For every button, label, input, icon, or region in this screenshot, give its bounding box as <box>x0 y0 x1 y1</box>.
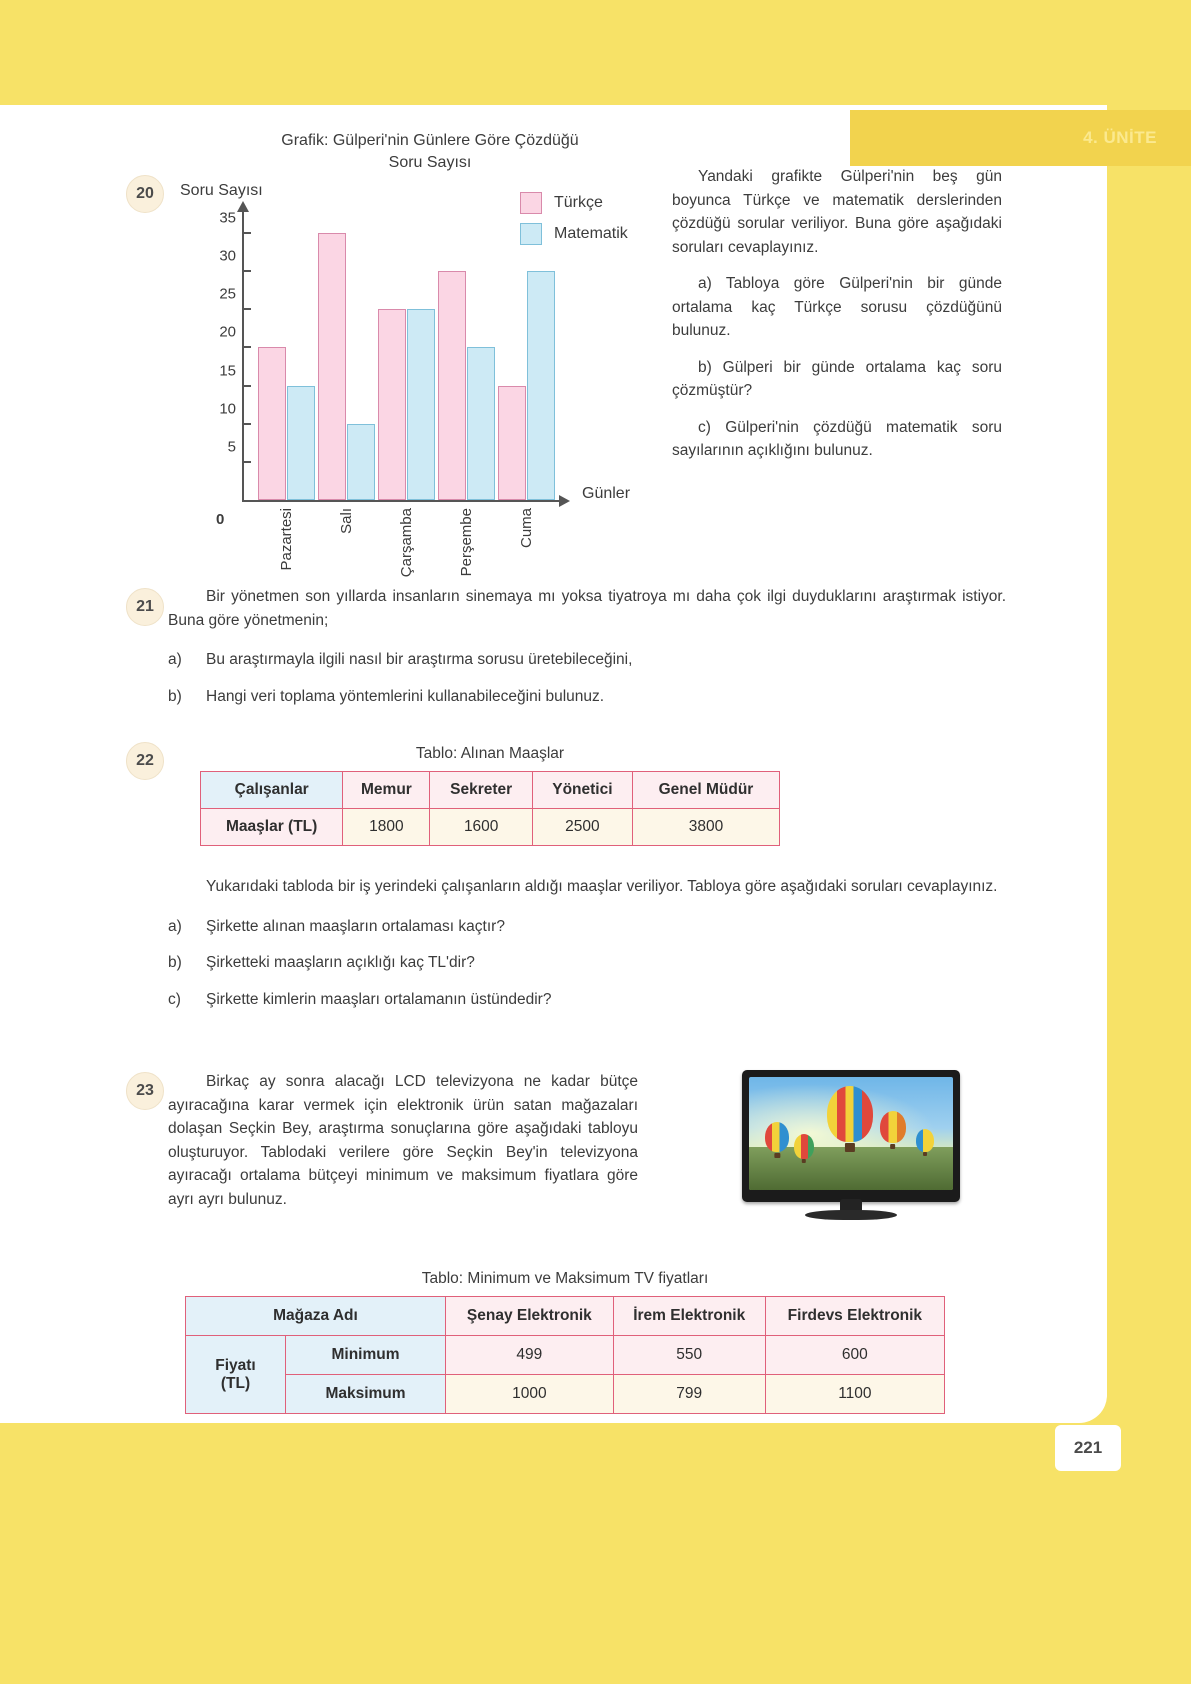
xtick-label-carsamba: Çarşamba <box>398 508 415 578</box>
ytick-label-20: 20 <box>219 323 236 341</box>
ytick-label-35: 35 <box>219 209 236 227</box>
question-23-text <box>168 1070 638 1211</box>
salary-value-memur: 1800 <box>343 809 430 846</box>
chart-plot-area <box>216 209 572 578</box>
bar-group-sali <box>318 210 378 534</box>
xtick-label-cuma: Cuma <box>518 508 535 549</box>
hot-air-balloon-icon <box>794 1134 814 1159</box>
list-item <box>168 988 1006 1012</box>
hot-air-balloon-icon <box>880 1111 906 1143</box>
table-row <box>201 809 780 846</box>
bar-turkce-carsamba <box>378 309 406 500</box>
chart-bars <box>244 210 560 578</box>
question-21 <box>168 585 1006 721</box>
salary-header-yonetici: Yönetici <box>532 772 632 809</box>
question-22-body <box>168 875 1006 1024</box>
bar-turkce-sali <box>318 233 346 500</box>
q22-item-a-mark: a) <box>168 917 182 935</box>
list-item <box>168 951 1006 975</box>
salary-value-sekreter: 1600 <box>430 809 532 846</box>
tv-min-senay: 499 <box>446 1336 614 1375</box>
list-item <box>168 915 1006 939</box>
bar-matematik-pazartesi <box>287 386 315 501</box>
legend-label-matematik: Matematik <box>554 225 628 242</box>
chart-title-line2: Soru Sayısı <box>388 153 472 171</box>
tv-table-caption: Tablo: Minimum ve Maksimum TV fiyatları <box>421 1270 709 1287</box>
tv-price-label <box>186 1336 286 1414</box>
list-item <box>168 648 1006 672</box>
tv-price-table-block <box>185 1270 945 1414</box>
chart-title <box>230 130 630 173</box>
tv-row-label-maksimum: Maksimum <box>286 1375 446 1414</box>
ytick-label-30: 30 <box>219 247 236 265</box>
bar-group-persembe <box>438 210 498 577</box>
tv-bezel <box>742 1070 960 1202</box>
ytick-label-5: 5 <box>227 438 236 456</box>
tv-header-magaza-adi: Mağaza Adı <box>186 1297 446 1336</box>
xtick-label-pazartesi: Pazartesi <box>278 508 295 571</box>
q21-item-a-text: Bu araştırmayla ilgili nasıl bir araştırma sorusu üretebileceğini, <box>206 651 633 669</box>
salary-table-block <box>200 745 780 846</box>
tv-price-table <box>185 1296 945 1414</box>
tv-min-firdevs: 600 <box>765 1336 944 1375</box>
lcd-tv-image <box>742 1070 960 1220</box>
hot-air-balloon-icon <box>916 1129 934 1152</box>
bar-matematik-carsamba <box>407 309 435 500</box>
tv-max-irem: 799 <box>613 1375 765 1414</box>
list-item <box>168 685 1006 709</box>
tv-row-label-minimum: Minimum <box>286 1336 446 1375</box>
q20-intro: Yandaki grafikte Gülperi'nin beş gün boyunca Türkçe ve matematik derslerinden çözdüğü sorular veriliyor. Buna göre aşağıdaki soruları cevaplayınız. <box>672 168 1002 256</box>
salary-table <box>200 771 780 846</box>
question-number-23: 23 <box>126 1072 164 1110</box>
bar-chart <box>170 130 670 578</box>
page-content <box>0 105 1107 1423</box>
salary-header-memur: Memur <box>343 772 430 809</box>
table-row <box>186 1375 945 1414</box>
q22-item-c-mark: c) <box>168 990 181 1008</box>
q21-item-b-mark: b) <box>168 687 182 705</box>
q21-item-a-mark: a) <box>168 651 182 669</box>
question-number-22: 22 <box>126 742 164 780</box>
tv-price-label-line1: Fiyatı <box>215 1356 256 1374</box>
q22-item-b-mark: b) <box>168 954 182 972</box>
question-number-20: 20 <box>126 175 164 213</box>
bar-group-cuma <box>498 210 558 549</box>
salary-table-caption: Tablo: Alınan Maaşlar <box>415 745 565 762</box>
q22-lead: Yukarıdaki tabloda bir iş yerindeki çalışanların aldığı maaşlar veriliyor. Tabloya göre aşağıdaki soruları cevaplayınız. <box>206 878 998 895</box>
q20-part-c: c) Gülperi'nin çözdüğü matematik soru sayılarının açıklığını bulunuz. <box>672 418 1002 460</box>
bar-turkce-pazartesi <box>258 347 286 500</box>
xtick-label-sali: Salı <box>338 508 355 534</box>
bar-group-carsamba <box>378 210 438 578</box>
chart-x-axis <box>242 500 560 502</box>
tv-stand-base <box>805 1210 897 1220</box>
salary-header-genel-mudur: Genel Müdür <box>632 772 779 809</box>
xtick-label-persembe: Perşembe <box>458 508 475 577</box>
table-row <box>186 1297 945 1336</box>
q21-lead: Bir yönetmen son yıllarda insanların sinemaya mı yoksa tiyatroya mı daha çok ilgi duyduklarını araştırmak istiyor. Buna göre yönetmenin; <box>168 588 1006 629</box>
ytick-label-15: 15 <box>219 362 236 379</box>
tv-header-irem: İrem Elektronik <box>613 1297 765 1336</box>
q20-part-a: a) Tabloya göre Gülperi'nin bir günde ortalama kaç Türkçe sorusu çözdüğünü bulunuz. <box>672 275 1002 340</box>
chart-x-axis-label: Günler <box>582 485 631 502</box>
bar-turkce-persembe <box>438 271 466 500</box>
q21-item-b-text: Hangi veri toplama yöntemlerini kullanabileceğini bulunuz. <box>206 687 605 705</box>
bar-matematik-persembe <box>467 347 495 500</box>
ytick-label-10: 10 <box>219 400 236 418</box>
q21-subquestions <box>168 648 1006 708</box>
q22-item-c-text: Şirkette kimlerin maaşları ortalamanın üstündedir? <box>206 990 552 1008</box>
hot-air-balloon-icon <box>827 1086 873 1142</box>
salary-header-calisanlar: Çalışanlar <box>201 772 343 809</box>
question-number-21: 21 <box>126 588 164 626</box>
tv-min-irem: 550 <box>613 1336 765 1375</box>
q20-part-b: b) Gülperi bir günde ortalama kaç soru çözmüştür? <box>672 358 1002 400</box>
question-20-text <box>672 165 1002 476</box>
bar-matematik-cuma <box>527 271 555 500</box>
chart-origin-label: 0 <box>216 511 225 528</box>
salary-value-genel-mudur: 3800 <box>632 809 779 846</box>
table-row <box>201 772 780 809</box>
legend-label-turkce: Türkçe <box>554 194 603 211</box>
page-number: 221 <box>1055 1425 1121 1471</box>
salary-header-sekreter: Sekreter <box>430 772 532 809</box>
bar-turkce-cuma <box>498 386 526 501</box>
bar-matematik-sali <box>347 424 375 500</box>
table-row <box>186 1336 945 1375</box>
salary-value-yonetici: 2500 <box>532 809 632 846</box>
tv-max-senay: 1000 <box>446 1375 614 1414</box>
tv-price-label-line2: (TL) <box>220 1374 251 1392</box>
tv-screen <box>749 1077 953 1190</box>
chart-title-line1: Grafik: Gülperi'nin Günlere Göre Çözdüğü <box>281 132 579 149</box>
q22-item-a-text: Şirkette alınan maaşların ortalaması kaçtır? <box>206 917 505 935</box>
bar-group-pazartesi <box>258 210 318 571</box>
chart-y-axis-label: Soru Sayısı <box>180 182 263 199</box>
salary-row-label: Maaşlar (TL) <box>201 809 343 846</box>
unit-label: 4. ÜNİTE <box>1083 128 1157 147</box>
hot-air-balloon-icon <box>765 1122 789 1152</box>
q22-subquestions <box>168 915 1006 1012</box>
tv-header-firdevs: Firdevs Elektronik <box>765 1297 944 1336</box>
q23-lead: Birkaç ay sonra alacağı LCD televizyona ne kadar bütçe ayıracağına karar vermek için elektronik ürün satan mağazaları dolaşan Seçkin Bey, araştırma sonuçlarına göre aşağıdaki tabloyu oluşturuyor. Tablodaki verilere göre Seçkin Bey'in televizyona ayıracağı ortalama bütçeyi minimum ve maksimum fiyatlara göre ayrı ayrı bulunuz. <box>168 1073 638 1208</box>
tv-max-firdevs: 1100 <box>765 1375 944 1414</box>
ytick-label-25: 25 <box>219 285 236 303</box>
tv-header-senay: Şenay Elektronik <box>446 1297 614 1336</box>
q22-item-b-text: Şirketteki maaşların açıklığı kaç TL'dir? <box>206 954 475 972</box>
